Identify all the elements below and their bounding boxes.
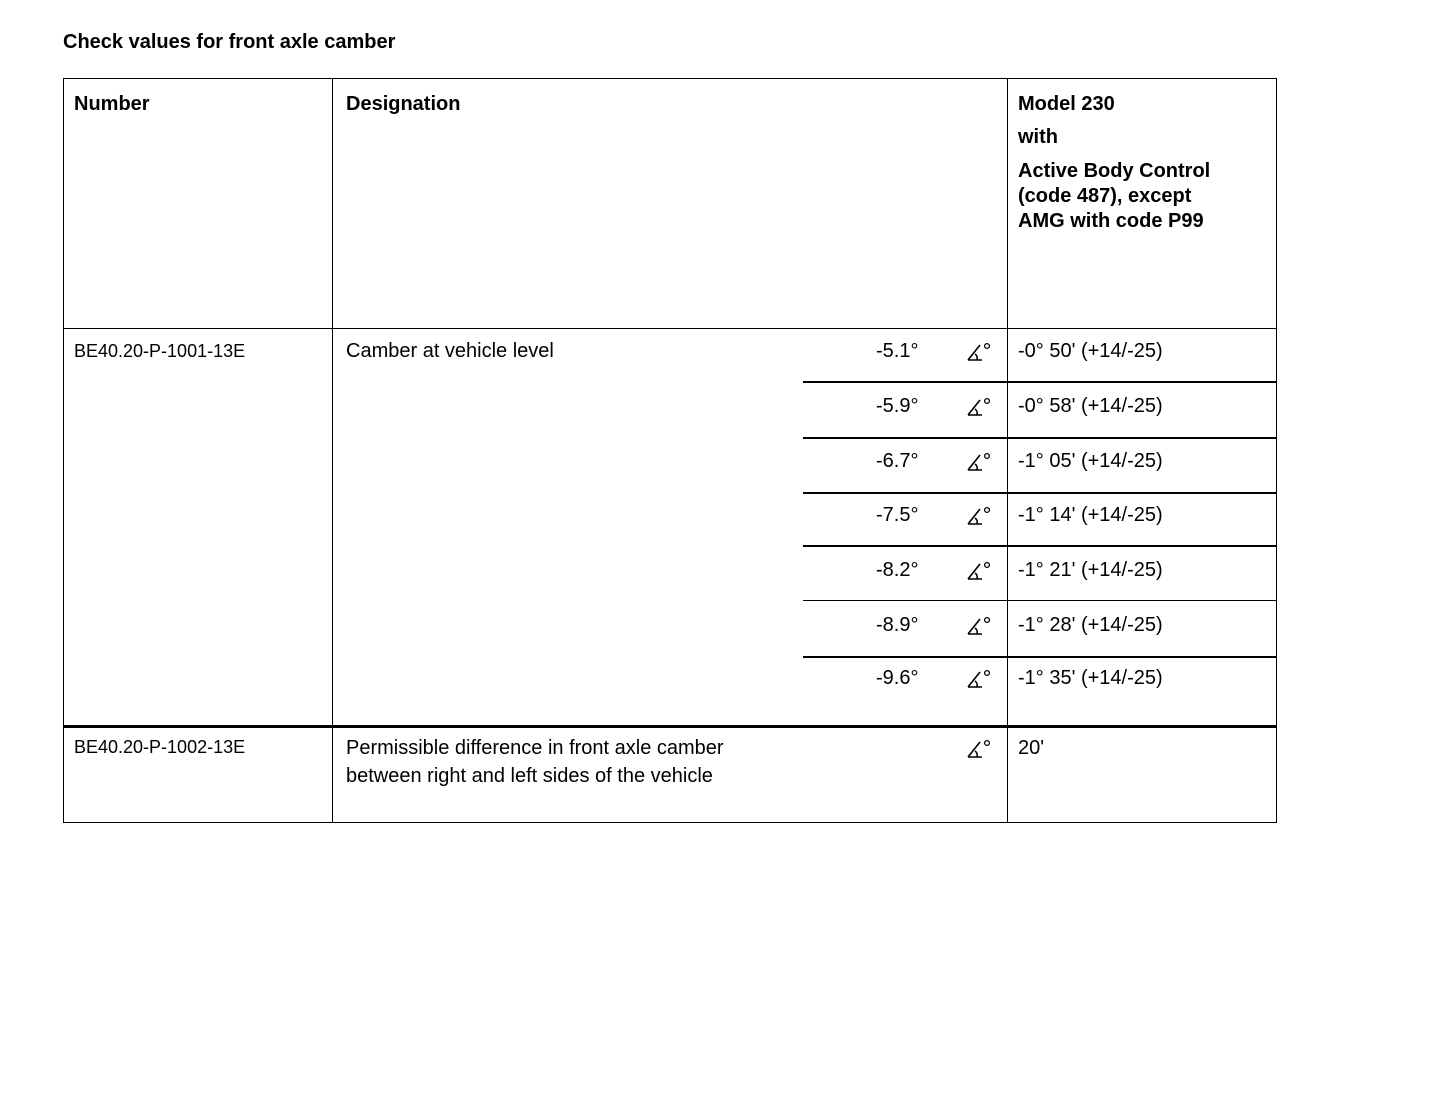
header-model-line3: Active Body Control — [1018, 160, 1211, 182]
level-value: -7.5° — [876, 504, 919, 526]
camber-value: -1° 28' (+14/-25) — [1018, 614, 1163, 636]
angle-degree-icon — [966, 560, 994, 582]
angle-degree-icon — [966, 341, 994, 363]
angle-degree-icon — [966, 615, 994, 637]
subrow-divider — [803, 600, 1276, 601]
angle-degree-icon — [966, 451, 994, 473]
camber-value: -0° 50' (+14/-25) — [1018, 340, 1163, 362]
level-value: -5.1° — [876, 340, 919, 362]
header-number: Number — [74, 93, 150, 115]
col-divider-1 — [332, 79, 333, 822]
angle-degree-icon — [966, 738, 994, 760]
header-model-line1: Model 230 — [1018, 93, 1115, 115]
subrow-divider — [803, 437, 1276, 439]
header-model-line2: with — [1018, 126, 1058, 148]
header-model-line5: AMG with code P99 — [1018, 210, 1204, 232]
row2-value: 20' — [1018, 737, 1045, 759]
subrow-divider — [803, 545, 1276, 547]
header-designation: Designation — [346, 93, 461, 115]
level-value: -5.9° — [876, 395, 919, 417]
row2-number: BE40.20-P-1002-13E — [74, 737, 246, 757]
row2-designation-line2: between right and left sides of the vehicle — [346, 765, 713, 787]
camber-value: -1° 14' (+14/-25) — [1018, 504, 1163, 526]
angle-degree-icon — [966, 668, 994, 690]
page-title: Check values for front axle camber — [63, 31, 396, 53]
angle-degree-icon — [966, 505, 994, 527]
level-value: -9.6° — [876, 667, 919, 689]
row1-number: BE40.20-P-1001-13E — [74, 341, 246, 361]
row1-designation: Camber at vehicle level — [346, 340, 554, 362]
col-divider-2 — [1007, 79, 1008, 822]
level-value: -8.9° — [876, 614, 919, 636]
header-model-line4: (code 487), except — [1018, 185, 1192, 207]
camber-value: -1° 05' (+14/-25) — [1018, 450, 1163, 472]
camber-value: -1° 21' (+14/-25) — [1018, 559, 1163, 581]
level-value: -8.2° — [876, 559, 919, 581]
subrow-divider — [803, 381, 1276, 383]
camber-value: -1° 35' (+14/-25) — [1018, 667, 1163, 689]
subrow-divider — [803, 492, 1276, 494]
row2-designation-line1: Permissible difference in front axle camber — [346, 737, 724, 759]
header-divider — [64, 328, 1276, 329]
row-divider — [64, 725, 1276, 728]
angle-degree-icon — [966, 396, 994, 418]
level-value: -6.7° — [876, 450, 919, 472]
subrow-divider — [803, 656, 1276, 658]
camber-value: -0° 58' (+14/-25) — [1018, 395, 1163, 417]
